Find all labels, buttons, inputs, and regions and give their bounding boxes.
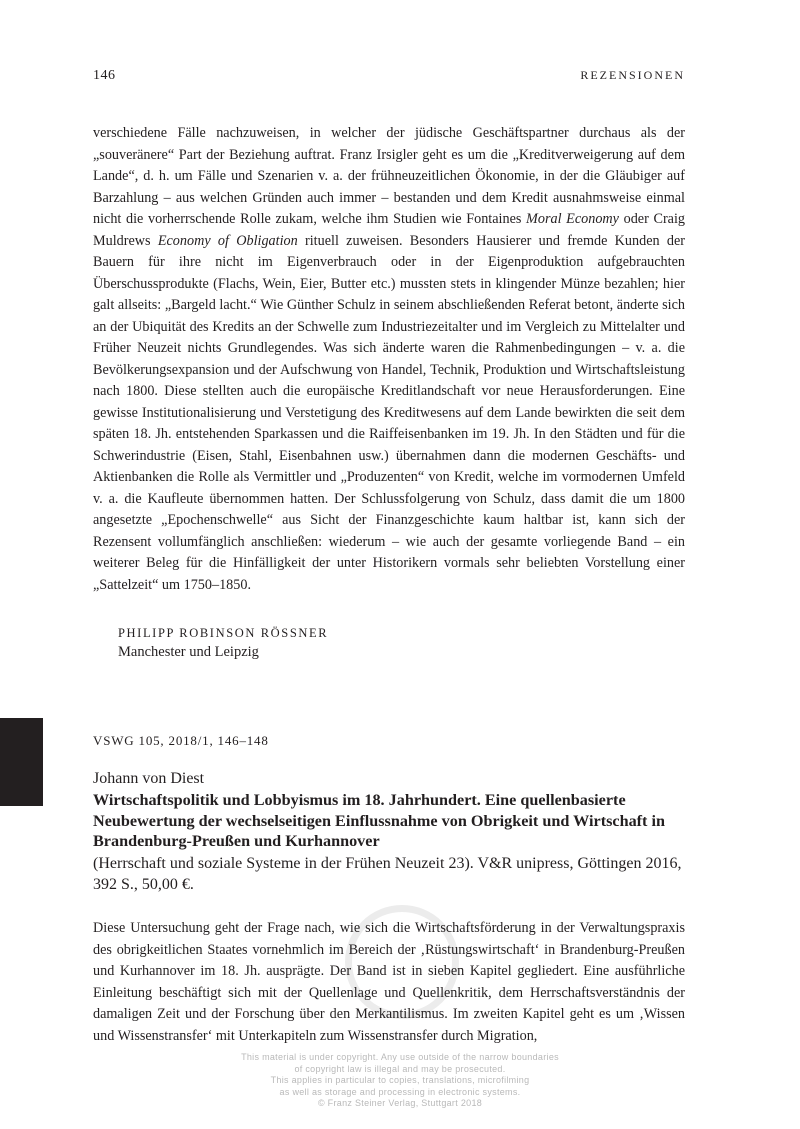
reviewer-name: PHILIPP ROBINSON RÖSSNER [118, 626, 329, 640]
book-title-italic: Moral Economy [526, 211, 619, 227]
page-edge-tab [0, 718, 43, 806]
review-paragraph: Diese Untersuchung geht der Frage nach, wie sich die Wirtschaftsförderung in der Verwaltungspraxis des obrigkeitlichen Staates vornehmlich im Bereich der ‚Rüstungswirtschaft‘ in Brandenburg-Preußen und Kurhannover im 18. Jh. ausprägte. Der Band ist in sieben Kapitel gegliedert. Eine ausführliche Einleitung beschäftigt sich mit der Quellenlage und Quellenkritik, dem Herrschaftsverständnis der damaligen Zeit und der Forschung über den Merkantilismus. Im zweiten Kapitel geht es um ‚Wissen und Wissenstransfer‘ mit Unterkapiteln zum Wissenstransfer durch Migration, [93, 920, 685, 1044]
reviewer-affiliation: Manchester und Leipzig [118, 644, 259, 660]
copyright-line: as well as storage and processing in electronic systems. [279, 1086, 521, 1097]
copyright-notice [200, 1052, 600, 1110]
review-paragraph: verschiedene Fälle nachzuweisen, in welcher der jüdische Geschäftspartner durchaus als der „souveränere“ Part der Beziehung auftrat. Franz Irsigler geht es um die „Kreditverweigerung auf dem Lande“, d. h. um Fälle und Szenarien v. a. der frühneuzeitlichen Ökonomie, in der die Gläubiger auf Barzahlung – aus welchen Gründen auch immer – bestanden und dem Kredit ausnahmsweise einmal nicht die vorherrschende Rolle zukam, welche ihm Studien wie Fontaines Moral Economy oder Craig Muldrews Economy of Obligation rituell zuweisen. Besonders Hausierer und fremde Kunden der Bauern für ihre nicht im Eigenverbrauch oder in der Eigenproduktion aufgebrauchten Überschussprodukte (Flachs, Wein, Eier, Butter etc.) mussten stets in klingender Münze bezahlen; hier galt allseits: „Bargeld lacht.“ Wie Günther Schulz in seinem abschließenden Referat betont, änderte sich an der Ubiquität des Kredits an der Schwelle zum Industriezeitalter und im Vergleich zu Mittelalter und Früher Neuzeit nichts Grundlegendes. Was sich änderte waren die Rahmenbedingungen – v. a. die Bevölkerungsexpansion und der Aufschwung von Handel, Technik, Produktion und Wirtschaftsleistung nach 1800. Diese stellten auch die europäische Kreditlandschaft vor neue Herausforderungen. Eine gewisse Institutionalisierung und Verstetigung des Kreditwesens auf dem Lande bewirkten die seit dem späten 18. Jh. entstehenden Sparkassen und die Raiffeisenbanken im 19. Jh. In den Städten und für die Schwerindustrie (Eisen, Stahl, Eisenbahnen usw.) übernahmen dann die modernen Geschäfts- und Aktienbanken die Rolle als Vermittler und „Produzenten“ von Kredit, welche im vormodernen Umfeld v. a. die Kaufleute übernommen hatten. Der Schlussfolgerung von Schulz, dass damit die um 1800 angesetzte „Epochenschwelle“ aus Sicht der Finanzgeschichte kaum haltbar ist, kann sich der Rezensent vollumfänglich anschließen: wiederum – wie auch der gesamte vorliegende Band – ein weiterer Beleg für die Hinfälligkeit der unter Historikern vormals sehr beliebten Vorstellung einer „Sattelzeit“ um 1750–1850. [93, 125, 686, 593]
book-title: Wirtschaftspolitik und Lobbyismus im 18. Jahrhundert. Eine quellenbasierte Neubewertung der wechselseitigen Einflussnahme von Obrigkeit und Wirtschaft in Brandenburg-Preußen und Kurhannover [93, 791, 665, 850]
copyright-line: of copyright law is illegal and may be prosecuted. [294, 1063, 506, 1074]
journal-citation: VSWG 105, 2018/1, 146–148 [93, 733, 269, 748]
book-author: Johann von Diest [93, 770, 205, 787]
review-text [93, 918, 685, 1047]
book-publication-info: (Herrschaft und soziale Systeme in der Frühen Neuzeit 23). V&R unipress, Göttingen 2016, 392 S., 50,00 €. [93, 855, 682, 893]
copyright-line: This material is under copyright. Any use outside of the narrow boundaries [241, 1052, 559, 1062]
review-text-continued [93, 123, 685, 596]
running-header-section: REZENSIONEN [580, 68, 685, 82]
book-title-italic: Economy of Obligation [157, 232, 298, 249]
page-number: 146 [93, 68, 116, 83]
copyright-line: © Franz Steiner Verlag, Stuttgart 2018 [317, 1098, 483, 1108]
copyright-line: This applies in particular to copies, translations, microfilming [270, 1075, 530, 1085]
